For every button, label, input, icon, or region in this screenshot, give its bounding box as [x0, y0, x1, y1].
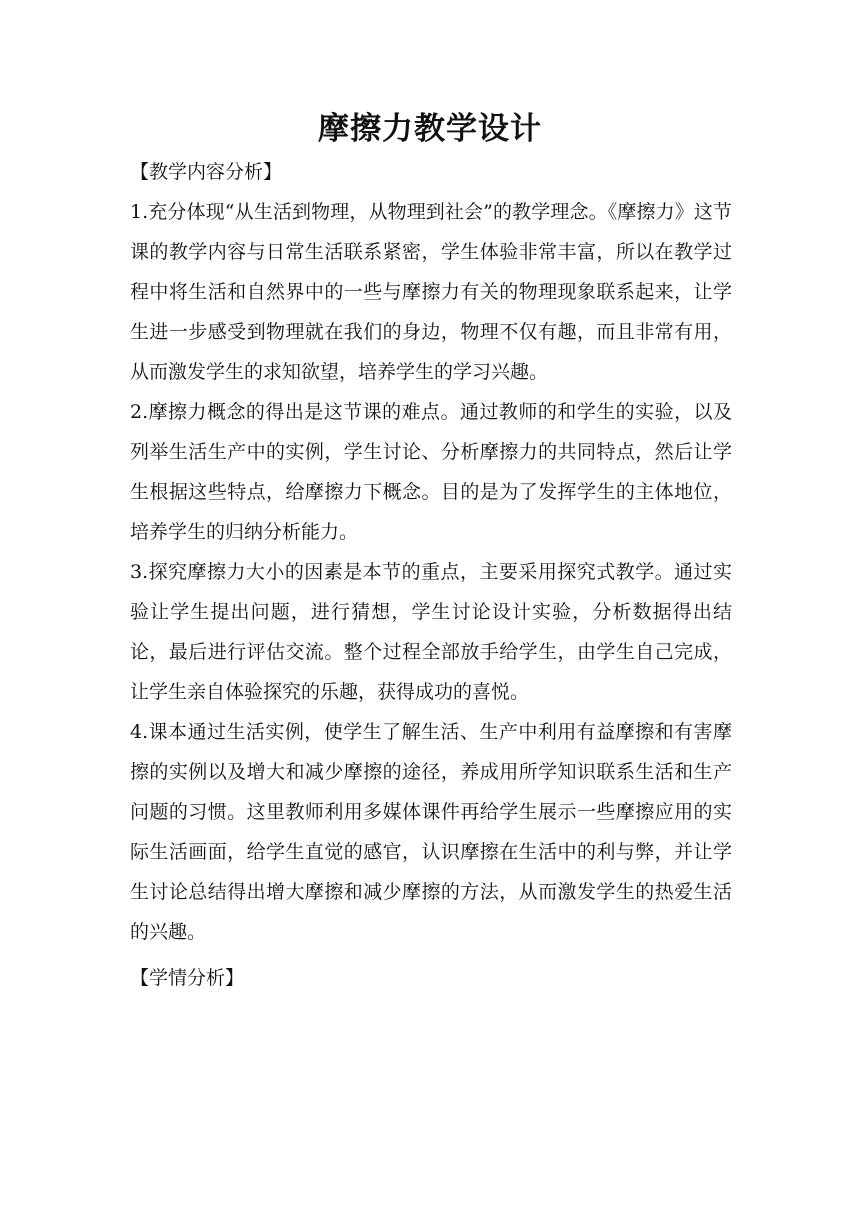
paragraph-4: 4.课本通过生活实例，使学生了解生活、生产中利用有益摩擦和有害摩擦的实例以及增大和减少摩擦的途径，养成用所学知识联系生活和生产问题的习惯。这里教师利用多媒体课件再给学生展示一些摩擦应用的实际生活画面，给学生直觉的感官，认识摩擦在生活中的利与弊，并让学生讨论总结得出增大摩擦和减少摩擦的方法，从而激发学生的热爱生活的兴趣。 [130, 721, 732, 943]
section-heading-student-analysis: 【学情分析】 [130, 967, 245, 989]
document-body [130, 152, 732, 998]
paragraph-3: 3.探究摩擦力大小的因素是本节的重点，主要采用探究式教学。通过实验让学生提出问题，进行猜想，学生讨论设计实验，分析数据得出结论，最后进行评估交流。整个过程全部放手给学生，由学生自己完成，让学生亲自体验探究的乐趣，获得成功的喜悦。 [130, 561, 732, 703]
document-title: 摩擦力教学设计 [318, 111, 542, 147]
section-heading-content-analysis: 【教学内容分析】 [130, 161, 283, 183]
paragraph-1: 1.充分体现“从生活到物理，从物理到社会”的教学理念。《摩擦力》这节课的教学内容与日常生活联系紧密，学生体验非常丰富，所以在教学过程中将生活和自然界中的一些与摩擦力有关的物理现象联系起来，让学生进一步感受到物理就在我们的身边，物理不仅有趣，而且非常有用，从而激发学生的求知欲望，培养学生的学习兴趣。 [130, 201, 732, 383]
paragraph-2: 2.摩擦力概念的得出是这节课的难点。通过教师的和学生的实验，以及列举生活生产中的实例，学生讨论、分析摩擦力的共同特点，然后让学生根据这些特点，给摩擦力下概念。目的是为了发挥学生的主体地位，培养学生的归纳分析能力。 [130, 401, 732, 543]
